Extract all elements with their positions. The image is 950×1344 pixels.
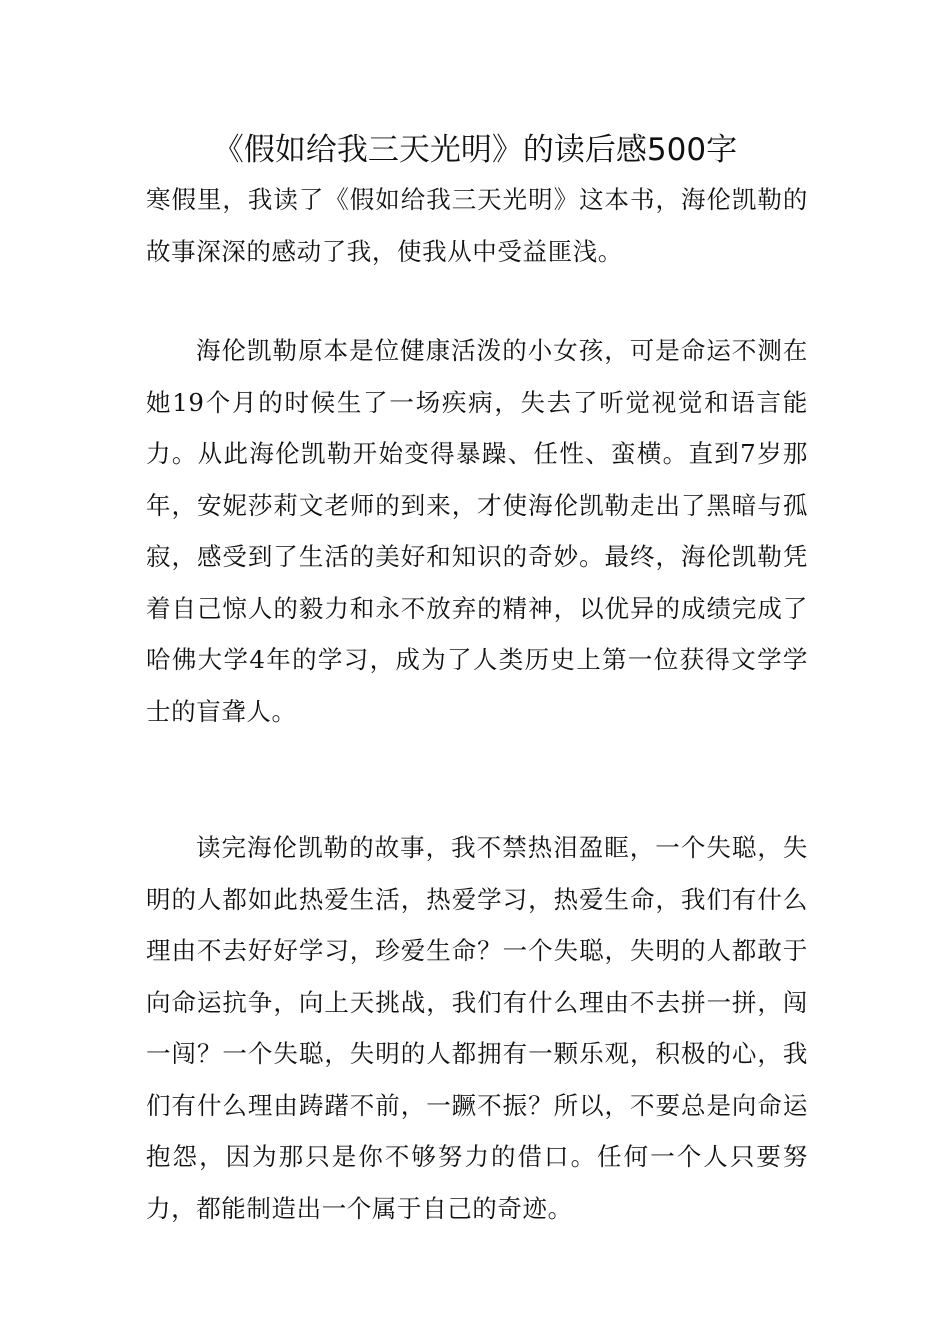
paragraph-intro: 寒假里，我读了《假如给我三天光明》这本书，海伦凯勒的故事深深的感动了我，使我从中受益匪浅。 (146, 185, 808, 266)
document-title: 《假如给我三天光明》的读后感500字 (212, 132, 738, 168)
paragraph-reflection: 读完海伦凯勒的故事，我不禁热泪盈眶，一个失聪，失明的人都如此热爱生活，热爱学习，热爱生命，我们有什么理由不去好好学习，珍爱生命？一个失聪，失明的人都敢于向命运抗争，向上天挑战，我们有什么理由不去拼一拼，闯一闯？一个失聪，失明的人都拥有一颗乐观，积极的心，我们有什么理由踌躇不前，一蹶不振？所以，不要总是向命运抱怨，因为那只是你不够努力的借口。任何一个人只要努力，都能制造出一个属于自己的奇迹。 (146, 833, 808, 1223)
paragraph-helen-story: 海伦凯勒原本是位健康活泼的小女孩，可是命运不测在她19个月的时候生了一场疾病，失去了听觉视觉和语言能力。从此海伦凯勒开始变得暴躁、任性、蛮横。直到7岁那年，安妮莎莉文老师的到来，才使海伦凯勒走出了黑暗与孤寂，感受到了生活的美好和知识的奇妙。最终，海伦凯勒凭着自己惊人的毅力和永不放弃的精神，以优异的成绩完成了哈佛大学4年的学习，成为了人类历史上第一位获得文学学士的盲聋人。 (146, 336, 808, 726)
